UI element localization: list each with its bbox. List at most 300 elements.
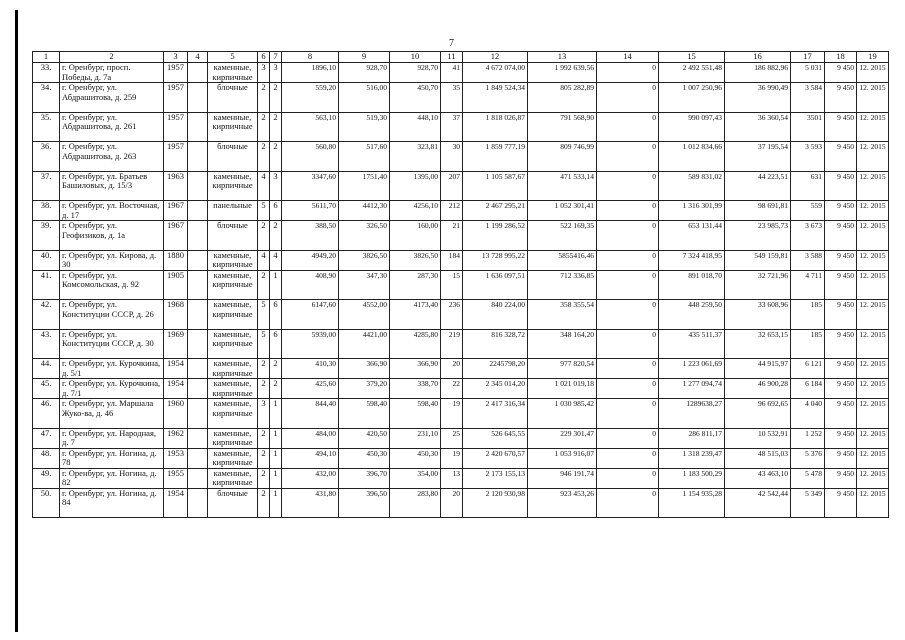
- other-funds-cell: 0: [597, 201, 659, 221]
- address-cell: г. Оренбург, ул. Ногина, д. 82: [60, 468, 164, 488]
- local-budget-cell: 46 900,28: [725, 379, 791, 399]
- row-number-cell: 40.: [33, 250, 60, 270]
- local-budget-cell: 32 653,15: [725, 329, 791, 359]
- other-funds-cell: 0: [597, 379, 659, 399]
- living-area-cell: 366,90: [339, 359, 390, 379]
- living-area-cell: 347,30: [339, 270, 390, 300]
- total-area-cell: 410,30: [282, 359, 339, 379]
- header-cell: 17: [791, 52, 825, 63]
- other-funds-cell: 0: [597, 112, 659, 142]
- year-built-cell: 1962: [164, 428, 188, 448]
- other-funds-cell: 0: [597, 488, 659, 518]
- fund-share-cell: 946 191,74: [528, 468, 597, 488]
- living-area-cell: 3826,50: [339, 250, 390, 270]
- total-area-cell: 425,60: [282, 379, 339, 399]
- fund-share-cell: 229 301,47: [528, 428, 597, 448]
- living-area-cell: 420,50: [339, 428, 390, 448]
- other-funds-cell: 0: [597, 428, 659, 448]
- residential-area-cell: 598,40: [390, 399, 441, 429]
- entrances-cell: 2: [270, 83, 282, 113]
- wall-material-cell: блочные: [208, 142, 258, 172]
- col-4-cell: [188, 63, 208, 83]
- owners-share-cell: 589 831,02: [659, 171, 725, 201]
- limit-per-sqm-cell: 9 450: [825, 448, 857, 468]
- local-budget-cell: 37 195,54: [725, 142, 791, 172]
- residential-area-cell: 448,10: [390, 112, 441, 142]
- table-row: [33, 250, 889, 270]
- other-funds-cell: 0: [597, 83, 659, 113]
- local-budget-cell: 549 159,81: [725, 250, 791, 270]
- table-row: [33, 300, 889, 330]
- wall-material-cell: каменные, кирпичные: [208, 329, 258, 359]
- address-cell: г. Оренбург, ул. Геофизиков, д. 1а: [60, 221, 164, 251]
- table-row: [33, 201, 889, 221]
- col-4-cell: [188, 399, 208, 429]
- header-cell: 9: [339, 52, 390, 63]
- address-cell: г. Оренбург, ул. Ногина, д. 78: [60, 448, 164, 468]
- other-funds-cell: 0: [597, 300, 659, 330]
- total-cost-cell: 2 420 670,57: [463, 448, 528, 468]
- residential-area-cell: 287,30: [390, 270, 441, 300]
- year-built-cell: 1955: [164, 468, 188, 488]
- total-area-cell: 563,10: [282, 112, 339, 142]
- col-4-cell: [188, 329, 208, 359]
- year-built-cell: 1963: [164, 171, 188, 201]
- other-funds-cell: 0: [597, 468, 659, 488]
- year-built-cell: 1957: [164, 112, 188, 142]
- header-cell: 1: [33, 52, 60, 63]
- floors-cell: 2: [258, 142, 270, 172]
- address-cell: г. Оренбург, ул. Народная, д. 7: [60, 428, 164, 448]
- living-area-cell: 379,20: [339, 379, 390, 399]
- col-4-cell: [188, 112, 208, 142]
- year-built-cell: 1953: [164, 448, 188, 468]
- total-area-cell: 431,80: [282, 488, 339, 518]
- residential-area-cell: 1395,00: [390, 171, 441, 201]
- year-built-cell: 1968: [164, 300, 188, 330]
- owners-share-cell: 1 183 500,29: [659, 468, 725, 488]
- page-number: 7: [449, 38, 454, 49]
- total-area-cell: 494,10: [282, 448, 339, 468]
- year-built-cell: 1957: [164, 63, 188, 83]
- binding-line: [15, 10, 18, 632]
- wall-material-cell: блочные: [208, 221, 258, 251]
- fund-share-cell: 1 992 639,56: [528, 63, 597, 83]
- header-cell: 19: [857, 52, 889, 63]
- col-4-cell: [188, 448, 208, 468]
- entrances-cell: 3: [270, 63, 282, 83]
- floors-cell: 2: [258, 428, 270, 448]
- address-cell: г. Оренбург, просп. Победы, д. 7а: [60, 63, 164, 83]
- deadline-cell: 12. 2015: [857, 142, 889, 172]
- cost-per-sqm-cell: 6 184: [791, 379, 825, 399]
- wall-material-cell: блочные: [208, 83, 258, 113]
- total-cost-cell: 4 672 074,00: [463, 63, 528, 83]
- wall-material-cell: каменные, кирпичные: [208, 171, 258, 201]
- deadline-cell: 12. 2015: [857, 221, 889, 251]
- other-funds-cell: 0: [597, 399, 659, 429]
- total-cost-cell: 2245798,20: [463, 359, 528, 379]
- housing-table: [32, 51, 889, 518]
- entrances-cell: 6: [270, 329, 282, 359]
- table-body: [33, 63, 889, 518]
- entrances-cell: 1: [270, 270, 282, 300]
- fund-share-cell: 712 336,85: [528, 270, 597, 300]
- floors-cell: 2: [258, 448, 270, 468]
- col-4-cell: [188, 359, 208, 379]
- local-budget-cell: 42 542,44: [725, 488, 791, 518]
- residential-area-cell: 450,30: [390, 448, 441, 468]
- row-number-cell: 46.: [33, 399, 60, 429]
- total-cost-cell: 1 849 524,34: [463, 83, 528, 113]
- other-funds-cell: 0: [597, 270, 659, 300]
- cost-per-sqm-cell: 5 349: [791, 488, 825, 518]
- residential-area-cell: 160,00: [390, 221, 441, 251]
- floors-cell: 2: [258, 221, 270, 251]
- living-area-cell: 519,30: [339, 112, 390, 142]
- col-4-cell: [188, 171, 208, 201]
- limit-per-sqm-cell: 9 450: [825, 300, 857, 330]
- owners-share-cell: 1 223 061,69: [659, 359, 725, 379]
- address-cell: г. Оренбург, ул. Конституции СССР, д. 30: [60, 329, 164, 359]
- total-cost-cell: 2 345 014,20: [463, 379, 528, 399]
- table-row: [33, 468, 889, 488]
- row-number-cell: 49.: [33, 468, 60, 488]
- table-row: [33, 112, 889, 142]
- local-budget-cell: 32 721,96: [725, 270, 791, 300]
- wall-material-cell: каменные, кирпичные: [208, 468, 258, 488]
- entrances-cell: 1: [270, 428, 282, 448]
- limit-per-sqm-cell: 9 450: [825, 468, 857, 488]
- other-funds-cell: 0: [597, 250, 659, 270]
- residents-cell: 35: [441, 83, 463, 113]
- owners-share-cell: 1 007 250,96: [659, 83, 725, 113]
- address-cell: г. Оренбург, ул. Кирова, д. 30: [60, 250, 164, 270]
- total-area-cell: 560,80: [282, 142, 339, 172]
- deadline-cell: 12. 2015: [857, 63, 889, 83]
- floors-cell: 3: [258, 63, 270, 83]
- address-cell: г. Оренбург, ул. Абдрашитова, д. 263: [60, 142, 164, 172]
- row-number-cell: 41.: [33, 270, 60, 300]
- cost-per-sqm-cell: 6 121: [791, 359, 825, 379]
- cost-per-sqm-cell: 5 478: [791, 468, 825, 488]
- row-number-cell: 48.: [33, 448, 60, 468]
- wall-material-cell: каменные, кирпичные: [208, 300, 258, 330]
- owners-share-cell: 1 318 239,47: [659, 448, 725, 468]
- limit-per-sqm-cell: 9 450: [825, 379, 857, 399]
- year-built-cell: 1967: [164, 221, 188, 251]
- header-cell: 16: [725, 52, 791, 63]
- row-number-cell: 36.: [33, 142, 60, 172]
- entrances-cell: 6: [270, 300, 282, 330]
- limit-per-sqm-cell: 9 450: [825, 112, 857, 142]
- limit-per-sqm-cell: 9 450: [825, 201, 857, 221]
- total-cost-cell: 1 199 286,52: [463, 221, 528, 251]
- entrances-cell: 1: [270, 399, 282, 429]
- local-budget-cell: 36 360,54: [725, 112, 791, 142]
- table-row: [33, 399, 889, 429]
- living-area-cell: 326,50: [339, 221, 390, 251]
- owners-share-cell: 1 277 094,74: [659, 379, 725, 399]
- col-4-cell: [188, 201, 208, 221]
- header-row: [33, 52, 889, 63]
- living-area-cell: 396,50: [339, 488, 390, 518]
- deadline-cell: 12. 2015: [857, 468, 889, 488]
- row-number-cell: 43.: [33, 329, 60, 359]
- row-number-cell: 35.: [33, 112, 60, 142]
- col-4-cell: [188, 300, 208, 330]
- residents-cell: 25: [441, 428, 463, 448]
- header-cell: 10: [390, 52, 441, 63]
- residential-area-cell: 283,80: [390, 488, 441, 518]
- residents-cell: 15: [441, 270, 463, 300]
- residential-area-cell: 323,81: [390, 142, 441, 172]
- residents-cell: 236: [441, 300, 463, 330]
- other-funds-cell: 0: [597, 63, 659, 83]
- deadline-cell: 12. 2015: [857, 399, 889, 429]
- total-cost-cell: 816 328,72: [463, 329, 528, 359]
- cost-per-sqm-cell: 3501: [791, 112, 825, 142]
- residents-cell: 37: [441, 112, 463, 142]
- floors-cell: 4: [258, 171, 270, 201]
- deadline-cell: 12. 2015: [857, 448, 889, 468]
- cost-per-sqm-cell: 1 252: [791, 428, 825, 448]
- total-area-cell: 484,00: [282, 428, 339, 448]
- row-number-cell: 39.: [33, 221, 60, 251]
- address-cell: г. Оренбург, ул. Маршала Жуко-ва, д. 46: [60, 399, 164, 429]
- wall-material-cell: каменные, кирпичные: [208, 112, 258, 142]
- year-built-cell: 1880: [164, 250, 188, 270]
- residents-cell: 19: [441, 448, 463, 468]
- local-budget-cell: 23 985,73: [725, 221, 791, 251]
- entrances-cell: 3: [270, 171, 282, 201]
- owners-share-cell: 7 324 418,95: [659, 250, 725, 270]
- living-area-cell: 4552,00: [339, 300, 390, 330]
- col-4-cell: [188, 270, 208, 300]
- limit-per-sqm-cell: 9 450: [825, 329, 857, 359]
- row-number-cell: 45.: [33, 379, 60, 399]
- entrances-cell: 1: [270, 468, 282, 488]
- entrances-cell: 2: [270, 221, 282, 251]
- col-4-cell: [188, 221, 208, 251]
- living-area-cell: 4412,30: [339, 201, 390, 221]
- residents-cell: 20: [441, 488, 463, 518]
- owners-share-cell: 2 492 551,48: [659, 63, 725, 83]
- residential-area-cell: 231,10: [390, 428, 441, 448]
- wall-material-cell: каменные, кирпичные: [208, 359, 258, 379]
- owners-share-cell: 1 012 834,66: [659, 142, 725, 172]
- header-cell: 14: [597, 52, 659, 63]
- fund-share-cell: 1 053 916,07: [528, 448, 597, 468]
- deadline-cell: 12. 2015: [857, 270, 889, 300]
- total-cost-cell: 526 645,55: [463, 428, 528, 448]
- other-funds-cell: 0: [597, 221, 659, 251]
- year-built-cell: 1967: [164, 201, 188, 221]
- fund-share-cell: 977 820,54: [528, 359, 597, 379]
- local-budget-cell: 43 463,10: [725, 468, 791, 488]
- living-area-cell: 450,30: [339, 448, 390, 468]
- cost-per-sqm-cell: 559: [791, 201, 825, 221]
- total-area-cell: 5939,00: [282, 329, 339, 359]
- header-cell: 4: [188, 52, 208, 63]
- floors-cell: 5: [258, 300, 270, 330]
- limit-per-sqm-cell: 9 450: [825, 359, 857, 379]
- local-budget-cell: 44 915,97: [725, 359, 791, 379]
- floors-cell: 5: [258, 329, 270, 359]
- year-built-cell: 1960: [164, 399, 188, 429]
- table-row: [33, 379, 889, 399]
- col-4-cell: [188, 379, 208, 399]
- year-built-cell: 1957: [164, 142, 188, 172]
- header-cell: 15: [659, 52, 725, 63]
- deadline-cell: 12. 2015: [857, 112, 889, 142]
- residents-cell: 20: [441, 359, 463, 379]
- deadline-cell: 12. 2015: [857, 359, 889, 379]
- living-area-cell: 396,70: [339, 468, 390, 488]
- deadline-cell: 12. 2015: [857, 329, 889, 359]
- wall-material-cell: каменные, кирпичные: [208, 448, 258, 468]
- local-budget-cell: 98 691,81: [725, 201, 791, 221]
- deadline-cell: 12. 2015: [857, 171, 889, 201]
- owners-share-cell: 448 259,50: [659, 300, 725, 330]
- residents-cell: 21: [441, 221, 463, 251]
- total-area-cell: 5611,70: [282, 201, 339, 221]
- floors-cell: 3: [258, 399, 270, 429]
- total-area-cell: 4949,20: [282, 250, 339, 270]
- residents-cell: 207: [441, 171, 463, 201]
- wall-material-cell: блочные: [208, 488, 258, 518]
- cost-per-sqm-cell: 4 711: [791, 270, 825, 300]
- cost-per-sqm-cell: 4 040: [791, 399, 825, 429]
- fund-share-cell: 522 169,35: [528, 221, 597, 251]
- total-area-cell: 559,20: [282, 83, 339, 113]
- fund-share-cell: 1 052 301,41: [528, 201, 597, 221]
- header-cell: 13: [528, 52, 597, 63]
- limit-per-sqm-cell: 9 450: [825, 221, 857, 251]
- header-cell: 6: [258, 52, 270, 63]
- floors-cell: 5: [258, 201, 270, 221]
- cost-per-sqm-cell: 185: [791, 329, 825, 359]
- residential-area-cell: 354,00: [390, 468, 441, 488]
- entrances-cell: 2: [270, 359, 282, 379]
- address-cell: г. Оренбург, ул. Ногина, д. 84: [60, 488, 164, 518]
- local-budget-cell: 96 692,65: [725, 399, 791, 429]
- entrances-cell: 1: [270, 488, 282, 518]
- cost-per-sqm-cell: 3 673: [791, 221, 825, 251]
- entrances-cell: 4: [270, 250, 282, 270]
- fund-share-cell: 923 453,26: [528, 488, 597, 518]
- limit-per-sqm-cell: 9 450: [825, 270, 857, 300]
- row-number-cell: 42.: [33, 300, 60, 330]
- floors-cell: 2: [258, 270, 270, 300]
- other-funds-cell: 0: [597, 142, 659, 172]
- owners-share-cell: 891 018,70: [659, 270, 725, 300]
- residents-cell: 19: [441, 399, 463, 429]
- header-cell: 11: [441, 52, 463, 63]
- local-budget-cell: 33 608,96: [725, 300, 791, 330]
- table-row: [33, 329, 889, 359]
- residents-cell: 219: [441, 329, 463, 359]
- wall-material-cell: каменные, кирпичные: [208, 63, 258, 83]
- cost-per-sqm-cell: 3 584: [791, 83, 825, 113]
- entrances-cell: 2: [270, 112, 282, 142]
- year-built-cell: 1954: [164, 359, 188, 379]
- limit-per-sqm-cell: 9 450: [825, 63, 857, 83]
- floors-cell: 2: [258, 359, 270, 379]
- living-area-cell: 598,40: [339, 399, 390, 429]
- col-4-cell: [188, 468, 208, 488]
- total-area-cell: 388,50: [282, 221, 339, 251]
- year-built-cell: 1969: [164, 329, 188, 359]
- table-row: [33, 83, 889, 113]
- other-funds-cell: 0: [597, 329, 659, 359]
- address-cell: г. Оренбург, ул. Курочкина, д. 7/1: [60, 379, 164, 399]
- owners-share-cell: 1 316 301,99: [659, 201, 725, 221]
- total-area-cell: 6147,60: [282, 300, 339, 330]
- cost-per-sqm-cell: 5 376: [791, 448, 825, 468]
- deadline-cell: 12. 2015: [857, 488, 889, 518]
- year-built-cell: 1957: [164, 83, 188, 113]
- wall-material-cell: каменные, кирпичные: [208, 270, 258, 300]
- fund-share-cell: 805 282,89: [528, 83, 597, 113]
- deadline-cell: 12. 2015: [857, 83, 889, 113]
- address-cell: г. Оренбург, ул. Абдрашитова, д. 259: [60, 83, 164, 113]
- fund-share-cell: 1 030 985,42: [528, 399, 597, 429]
- fund-share-cell: 791 568,90: [528, 112, 597, 142]
- other-funds-cell: 0: [597, 448, 659, 468]
- living-area-cell: 928,70: [339, 63, 390, 83]
- header-cell: 7: [270, 52, 282, 63]
- other-funds-cell: 0: [597, 359, 659, 379]
- total-cost-cell: 1 859 777,19: [463, 142, 528, 172]
- row-number-cell: 33.: [33, 63, 60, 83]
- other-funds-cell: 0: [597, 171, 659, 201]
- floors-cell: 2: [258, 83, 270, 113]
- deadline-cell: 12. 2015: [857, 300, 889, 330]
- row-number-cell: 38.: [33, 201, 60, 221]
- cost-per-sqm-cell: 3 588: [791, 250, 825, 270]
- wall-material-cell: каменные, кирпичные: [208, 379, 258, 399]
- header-cell: 8: [282, 52, 339, 63]
- col-4-cell: [188, 83, 208, 113]
- wall-material-cell: каменные, кирпичные: [208, 428, 258, 448]
- entrances-cell: 6: [270, 201, 282, 221]
- cost-per-sqm-cell: 5 031: [791, 63, 825, 83]
- residential-area-cell: 3826,50: [390, 250, 441, 270]
- row-number-cell: 50.: [33, 488, 60, 518]
- local-budget-cell: 186 882,96: [725, 63, 791, 83]
- table-row: [33, 63, 889, 83]
- local-budget-cell: 48 515,03: [725, 448, 791, 468]
- wall-material-cell: каменные, кирпичные: [208, 250, 258, 270]
- total-cost-cell: 2 173 155,13: [463, 468, 528, 488]
- address-cell: г. Оренбург, ул. Комсомольская, д. 92: [60, 270, 164, 300]
- deadline-cell: 12. 2015: [857, 428, 889, 448]
- local-budget-cell: 44 223,51: [725, 171, 791, 201]
- address-cell: г. Оренбург, ул. Конституции СССР, д. 26: [60, 300, 164, 330]
- entrances-cell: 2: [270, 142, 282, 172]
- year-built-cell: 1905: [164, 270, 188, 300]
- header-cell: 5: [208, 52, 258, 63]
- total-cost-cell: 1 636 097,51: [463, 270, 528, 300]
- residential-area-cell: 366,90: [390, 359, 441, 379]
- total-cost-cell: 1 818 026,87: [463, 112, 528, 142]
- header-cell: 2: [60, 52, 164, 63]
- floors-cell: 2: [258, 379, 270, 399]
- year-built-cell: 1954: [164, 379, 188, 399]
- entrances-cell: 1: [270, 448, 282, 468]
- deadline-cell: 12. 2015: [857, 201, 889, 221]
